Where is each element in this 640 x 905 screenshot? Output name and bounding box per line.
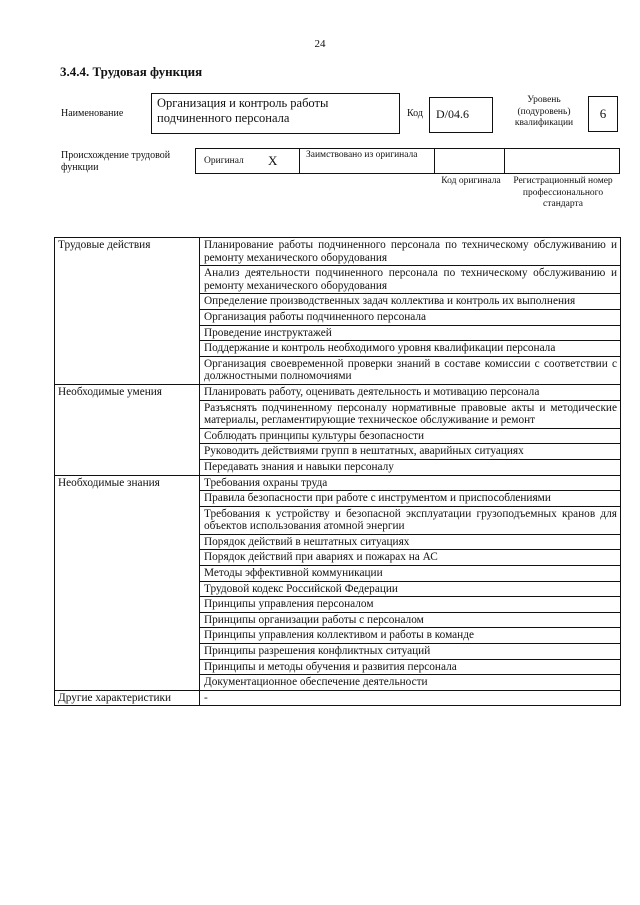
origin-code-cell bbox=[435, 149, 505, 173]
required-knowledge-item: Порядок действий при авариях и пожарах на АС bbox=[200, 550, 621, 566]
required-skills-item: Планировать работу, оценивать деятельность и мотивацию персонала bbox=[200, 384, 621, 400]
required-knowledge-item: Правила безопасности при работе с инструментом и приспособлениями bbox=[200, 491, 621, 507]
required-skills-label: Необходимые умения bbox=[55, 384, 200, 475]
original-label: Оригинал bbox=[204, 156, 244, 166]
origin-reg-cell bbox=[505, 149, 619, 173]
required-skills-item: Руководить действиями групп в нештатных, аварийных ситуациях bbox=[200, 444, 621, 460]
reg-number-label: Регистрационный номер профессионального стандарта bbox=[513, 176, 613, 209]
labor-actions-item: Организация работы подчиненного персонала bbox=[200, 309, 621, 325]
function-table bbox=[54, 237, 621, 706]
table-row bbox=[55, 384, 621, 400]
section-title: 3.4.4. Трудовая функция bbox=[60, 64, 203, 79]
required-skills-item: Разъяснять подчиненному персоналу нормативные правовые акты и методические материалы, регламентирующие техническое обслуживание и ремонт bbox=[200, 400, 621, 428]
origin-row bbox=[195, 148, 620, 174]
labor-actions-item: Анализ деятельности подчиненного персонала по техническому обслуживанию и ремонту механического оборудования bbox=[200, 266, 621, 294]
required-knowledge-item: Принципы и методы обучения и развития персонала bbox=[200, 659, 621, 675]
borrowed-label: Заимствовано из оригинала bbox=[306, 150, 418, 160]
original-mark: X bbox=[268, 153, 278, 168]
required-knowledge-item: Требования к устройству и безопасной эксплуатации грузоподъемных кранов для объектов использования атомной энергии bbox=[200, 506, 621, 534]
table-row bbox=[55, 690, 621, 706]
required-knowledge-item: Документационное обеспечение деятельности bbox=[200, 675, 621, 691]
table-row bbox=[55, 238, 621, 266]
labor-actions-item: Поддержание и контроль необходимого уровня квалификации персонала bbox=[200, 341, 621, 357]
required-knowledge-label: Необходимые знания bbox=[55, 475, 200, 690]
origin-original-cell bbox=[196, 149, 300, 173]
other-characteristics-label: Другие характеристики bbox=[55, 690, 200, 706]
code-original-label: Код оригинала bbox=[441, 176, 501, 186]
required-knowledge-item: Принципы организации работы с персоналом bbox=[200, 612, 621, 628]
other-characteristics-value: - bbox=[200, 690, 621, 706]
labor-actions-item: Планирование работы подчиненного персонала по техническому обслуживанию и ремонту механического оборудования bbox=[200, 238, 621, 266]
required-knowledge-item: Принципы управления коллективом и работы в команде bbox=[200, 628, 621, 644]
labor-actions-item: Организация своевременной проверки знаний в составе комиссии с соответствии с должностными полномочиями bbox=[200, 356, 621, 384]
required-knowledge-item: Порядок действий в нештатных ситуациях bbox=[200, 534, 621, 550]
required-knowledge-item: Требования охраны труда bbox=[200, 475, 621, 491]
labor-actions-item: Проведение инструктажей bbox=[200, 325, 621, 341]
name-label: Наименование bbox=[61, 108, 124, 119]
required-skills-item: Передавать знания и навыки персоналу bbox=[200, 459, 621, 475]
required-knowledge-item: Методы эффективной коммуникации bbox=[200, 566, 621, 582]
labor-actions-label: Трудовые действия bbox=[55, 238, 200, 385]
origin-borrowed-cell bbox=[300, 149, 435, 173]
required-skills-item: Соблюдать принципы культуры безопасности bbox=[200, 428, 621, 444]
level-label: Уровень (подуровень) квалификации bbox=[514, 95, 574, 128]
required-knowledge-item: Принципы разрешения конфликтных ситуаций bbox=[200, 644, 621, 660]
function-name-box bbox=[151, 93, 400, 134]
page-number: 24 bbox=[314, 38, 326, 50]
labor-actions-item: Определение производственных задач коллектива и контроль их выполнения bbox=[200, 294, 621, 310]
required-knowledge-item: Принципы управления персоналом bbox=[200, 597, 621, 613]
table-row bbox=[55, 475, 621, 491]
code-value: D/04.6 bbox=[436, 107, 469, 121]
level-box bbox=[588, 96, 618, 132]
function-name-value: Организация и контроль работы подчиненного персонала bbox=[157, 96, 329, 125]
required-knowledge-item: Трудовой кодекс Российской Федерации bbox=[200, 581, 621, 597]
code-box bbox=[429, 97, 493, 133]
code-label: Код bbox=[407, 108, 423, 119]
level-value: 6 bbox=[599, 106, 607, 121]
origin-label: Происхождение трудовой функции bbox=[61, 150, 171, 173]
